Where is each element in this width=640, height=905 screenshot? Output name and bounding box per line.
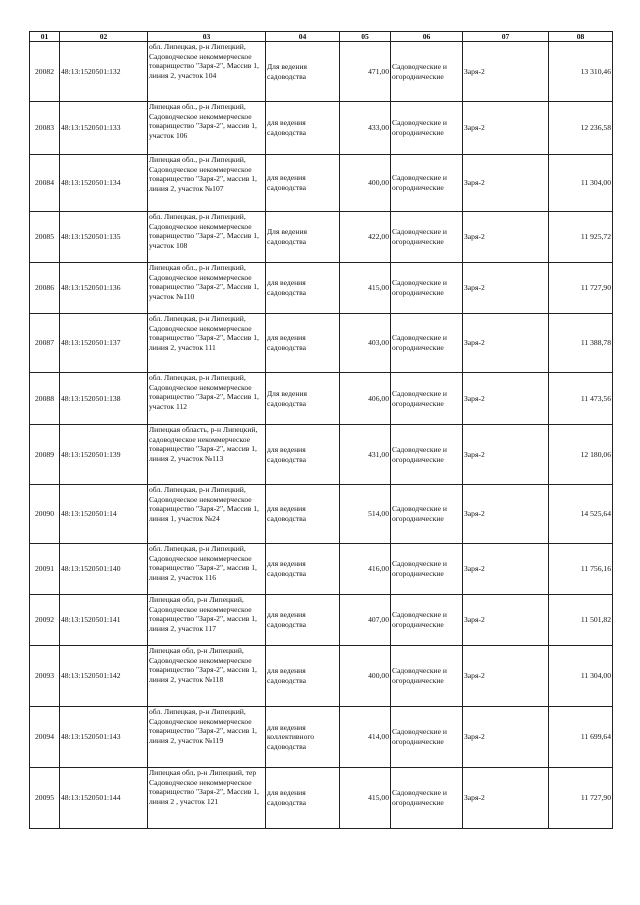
address-text: обл. Липецкая, р-н Липецкий, Садоводческое некоммерческое товарищество "Заря-2", массив 1, линия 2, участок 116 (149, 544, 257, 582)
permitted-use-cell: для ведения садоводства (266, 314, 340, 373)
table-header (30, 32, 613, 42)
cadastral-number-cell: 48:13:1520501:132 (60, 42, 148, 102)
cadastral-value-cell: 11 304,00 (549, 155, 613, 212)
table-row (30, 373, 613, 425)
table-row (30, 544, 613, 595)
row-id-cell: 20084 (30, 155, 60, 212)
table-row (30, 646, 613, 707)
partnership-name-cell: Заря-2 (463, 314, 549, 373)
cadastral-value-cell: 14 525,64 (549, 485, 613, 544)
area-cell: 403,00 (340, 314, 391, 373)
land-category-cell: Садоводческие и огороднические (391, 212, 463, 263)
partnership-name-cell: Заря-2 (463, 425, 549, 485)
area-cell: 400,00 (340, 646, 391, 707)
permitted-use-cell: для ведения садоводства (266, 485, 340, 544)
cadastral-value-cell: 13 310,46 (549, 42, 613, 102)
land-category-cell: Садоводческие и огороднические (391, 102, 463, 155)
partnership-name-cell: Заря-2 (463, 102, 549, 155)
permitted-use-cell: для ведения садоводства (266, 425, 340, 485)
land-category-cell: Садоводческие и огороднические (391, 155, 463, 212)
column-header-02: 02 (60, 32, 148, 42)
partnership-name-cell: Заря-2 (463, 155, 549, 212)
address-text: Липецкая обл., р-н Липецкий, Садоводческое некоммерческое товарищество "Заря-2", массив 1, участок 106 (149, 102, 257, 140)
partnership-name-cell: Заря-2 (463, 544, 549, 595)
area-cell: 406,00 (340, 373, 391, 425)
row-id-cell: 20091 (30, 544, 60, 595)
cadastral-value-cell: 11 727,90 (549, 263, 613, 314)
cadastral-number-cell: 48:13:1520501:136 (60, 263, 148, 314)
row-id-cell: 20087 (30, 314, 60, 373)
cadastral-value-cell: 11 699,64 (549, 707, 613, 768)
cadastral-value-cell: 11 925,72 (549, 212, 613, 263)
table-row (30, 314, 613, 373)
cadastral-value-cell: 12 180,06 (549, 425, 613, 485)
area-cell: 431,00 (340, 425, 391, 485)
row-id-cell: 20086 (30, 263, 60, 314)
column-header-08: 08 (549, 32, 613, 42)
permitted-use-cell: для ведения садоводства (266, 595, 340, 646)
table-row (30, 155, 613, 212)
cadastral-value-cell: 11 756,16 (549, 544, 613, 595)
row-id-cell: 20090 (30, 485, 60, 544)
address-cell (148, 544, 266, 595)
row-id-cell: 20085 (30, 212, 60, 263)
cadastral-number-cell: 48:13:1520501:134 (60, 155, 148, 212)
cadastral-value-cell: 11 727,90 (549, 768, 613, 829)
row-id-cell: 20094 (30, 707, 60, 768)
column-header-06: 06 (391, 32, 463, 42)
cadastral-number-cell: 48:13:1520501:141 (60, 595, 148, 646)
permitted-use-cell: для ведения садоводства (266, 768, 340, 829)
permitted-use-cell: для ведения садоводства (266, 263, 340, 314)
permitted-use-cell: для ведения садоводства (266, 544, 340, 595)
address-cell (148, 646, 266, 707)
cadastral-value-cell: 11 501,82 (549, 595, 613, 646)
land-category-cell: Садоводческие и огороднические (391, 707, 463, 768)
header-row (30, 32, 613, 42)
partnership-name-cell: Заря-2 (463, 42, 549, 102)
row-id-cell: 20092 (30, 595, 60, 646)
permitted-use-cell: Для ведения садоводства (266, 42, 340, 102)
address-cell (148, 707, 266, 768)
address-text: обл. Липецкая, р-н Липецкий, Садоводческое некоммерческое товарищество "Заря-2", Массив 1, линия 1, участок №24 (149, 485, 259, 523)
permitted-use-cell: для ведения садоводства (266, 102, 340, 155)
area-cell: 514,00 (340, 485, 391, 544)
address-text: обл. Липецкая, р-н Липецкий, Садоводческое некоммерческое товарищество "Заря-2", Массив 1, участок 108 (149, 212, 259, 250)
area-cell: 400,00 (340, 155, 391, 212)
address-text: Липецкая обл, р-н Липецкий, Садоводческое некоммерческое товарищество "Заря-2", массив 1, линия 2, участок 117 (149, 595, 257, 633)
table-row (30, 485, 613, 544)
permitted-use-cell: для ведения коллективного садоводства (266, 707, 340, 768)
cadastral-number-cell: 48:13:1520501:143 (60, 707, 148, 768)
address-text: Липецкая обл, р-н Липецкий, тер Садоводческое некоммерческое товарищество "Заря-2", Массив 1, линия 2 , участок 121 (149, 768, 259, 806)
area-cell: 414,00 (340, 707, 391, 768)
area-cell: 422,00 (340, 212, 391, 263)
land-category-cell: Садоводческие и огороднические (391, 768, 463, 829)
partnership-name-cell: Заря-2 (463, 595, 549, 646)
cadastral-number-cell: 48:13:1520501:133 (60, 102, 148, 155)
table-body (30, 42, 613, 829)
area-cell: 407,00 (340, 595, 391, 646)
partnership-name-cell: Заря-2 (463, 485, 549, 544)
address-cell (148, 485, 266, 544)
table-row (30, 768, 613, 829)
partnership-name-cell: Заря-2 (463, 768, 549, 829)
cadastral-value-cell: 11 473,56 (549, 373, 613, 425)
address-cell (148, 263, 266, 314)
address-cell (148, 768, 266, 829)
column-header-01: 01 (30, 32, 60, 42)
permitted-use-cell: для ведения садоводства (266, 646, 340, 707)
cadastral-number-cell: 48:13:1520501:137 (60, 314, 148, 373)
cadastral-number-cell: 48:13:1520501:144 (60, 768, 148, 829)
address-text: обл. Липецкая, р-н Липецкий, Садоводческое некоммерческое товарищество "Заря-2", Массив 1, линия 2, участок 104 (149, 42, 259, 80)
cadastral-value-cell: 11 304,00 (549, 646, 613, 707)
table-row (30, 595, 613, 646)
address-cell (148, 102, 266, 155)
cadastral-number-cell: 48:13:1520501:135 (60, 212, 148, 263)
address-cell (148, 595, 266, 646)
cadastral-value-cell: 12 236,58 (549, 102, 613, 155)
table-row (30, 212, 613, 263)
area-cell: 415,00 (340, 768, 391, 829)
column-header-03: 03 (148, 32, 266, 42)
address-text: Липецкая обл., р-н Липецкий, Садоводческое некоммерческое товарищество "Заря-2", массив 1, линия 2, участок №107 (149, 155, 257, 193)
cadastral-number-cell: 48:13:1520501:140 (60, 544, 148, 595)
address-text: обл. Липецкая, р-н Липецкий, Садоводческое некоммерческое товарищество "Заря-2", Массив 1, линия 2, участок 111 (149, 314, 259, 352)
table-row (30, 707, 613, 768)
partnership-name-cell: Заря-2 (463, 263, 549, 314)
partnership-name-cell: Заря-2 (463, 212, 549, 263)
address-cell (148, 42, 266, 102)
address-text: обл. Липецкая, р-н Липецкий, Садоводческое некоммерческое товарищество "Заря-2", массив 1, линия 2, участок №119 (149, 707, 257, 745)
row-id-cell: 20082 (30, 42, 60, 102)
cadastral-value-cell: 11 388,78 (549, 314, 613, 373)
row-id-cell: 20095 (30, 768, 60, 829)
area-cell: 416,00 (340, 544, 391, 595)
area-cell: 415,00 (340, 263, 391, 314)
row-id-cell: 20088 (30, 373, 60, 425)
permitted-use-cell: Для ведения садоводства (266, 212, 340, 263)
area-cell: 433,00 (340, 102, 391, 155)
address-cell (148, 212, 266, 263)
partnership-name-cell: Заря-2 (463, 707, 549, 768)
address-text: Липецкая область, р-н Липецкий, садоводческое некоммерческое товарищество "Заря-2", массив 1, линия 2, участок №113 (149, 425, 258, 463)
address-text: Липецкая обл., р-н Липецкий, Садоводческое некоммерческое товарищество "Заря-2", Массив 1, участок №110 (149, 263, 259, 301)
address-cell (148, 314, 266, 373)
land-registry-table (29, 31, 613, 829)
land-category-cell: Садоводческие и огороднические (391, 373, 463, 425)
address-text: Липецкая обл, р-н Липецкий, Садоводческое некоммерческое товарищество "Заря-2", массив 1, линия 2, участок №118 (149, 646, 257, 684)
row-id-cell: 20089 (30, 425, 60, 485)
table-row (30, 102, 613, 155)
partnership-name-cell: Заря-2 (463, 373, 549, 425)
land-category-cell: Садоводческие и огороднические (391, 42, 463, 102)
table-row (30, 425, 613, 485)
cadastral-number-cell: 48:13:1520501:138 (60, 373, 148, 425)
permitted-use-cell: Для ведения садоводства (266, 373, 340, 425)
row-id-cell: 20083 (30, 102, 60, 155)
land-category-cell: Садоводческие и огороднические (391, 646, 463, 707)
permitted-use-cell: для ведения садоводства (266, 155, 340, 212)
column-header-07: 07 (463, 32, 549, 42)
partnership-name-cell: Заря-2 (463, 646, 549, 707)
address-cell (148, 425, 266, 485)
column-header-05: 05 (340, 32, 391, 42)
area-cell: 471,00 (340, 42, 391, 102)
address-text: обл. Липецкая, р-н Липецкий, Садоводческое некоммерческое товарищество "Заря-2", Массив 1, участок 112 (149, 373, 259, 411)
land-category-cell: Садоводческие и огороднические (391, 263, 463, 314)
land-category-cell: Садоводческие и огороднические (391, 544, 463, 595)
row-id-cell: 20093 (30, 646, 60, 707)
address-cell (148, 373, 266, 425)
land-category-cell: Садоводческие и огороднические (391, 314, 463, 373)
cadastral-number-cell: 48:13:1520501:142 (60, 646, 148, 707)
cadastral-number-cell: 48:13:1520501:139 (60, 425, 148, 485)
table-row (30, 42, 613, 102)
table-row (30, 263, 613, 314)
column-header-04: 04 (266, 32, 340, 42)
land-category-cell: Садоводческие и огороднические (391, 595, 463, 646)
land-category-cell: Садоводческие и огороднические (391, 425, 463, 485)
land-category-cell: Садоводческие и огороднические (391, 485, 463, 544)
cadastral-number-cell: 48:13:1520501:14 (60, 485, 148, 544)
address-cell (148, 155, 266, 212)
